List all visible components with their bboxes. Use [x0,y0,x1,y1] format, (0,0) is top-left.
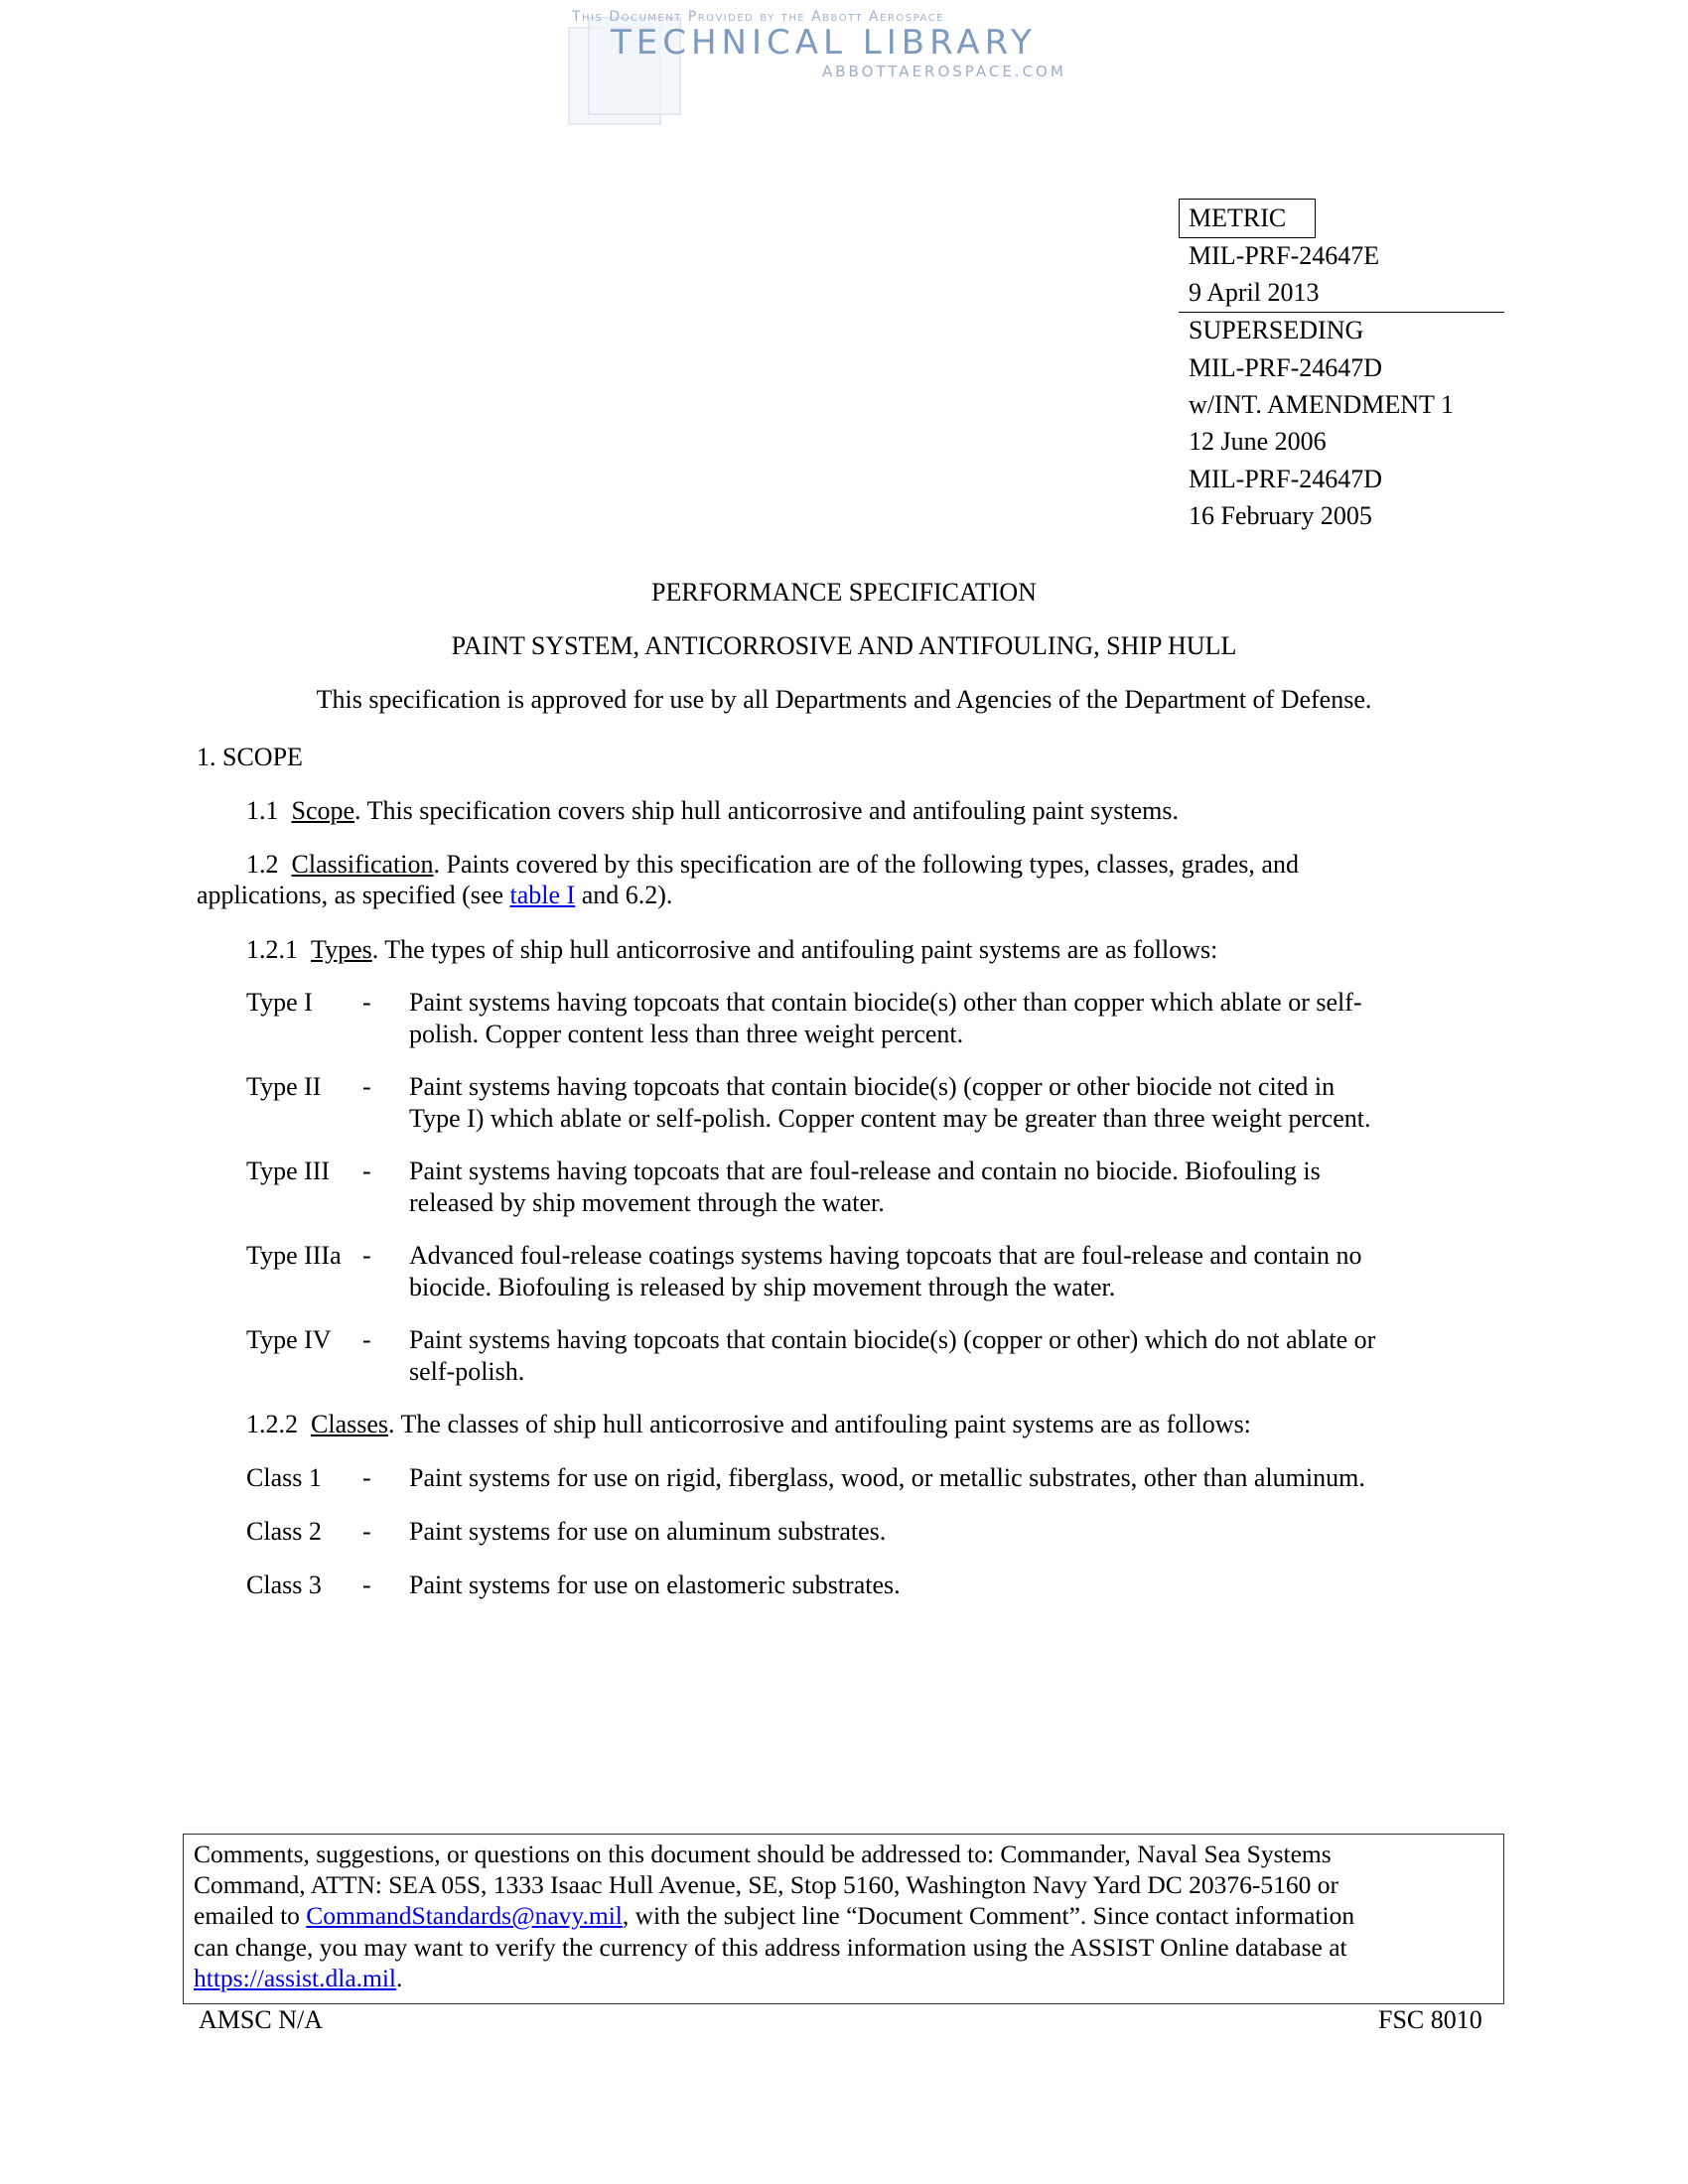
type-label: Type IIIa [246,1241,342,1270]
class-description: Paint systems for use on rigid, fiberglass, wood, or metallic substrates, other than aluminum. [409,1463,1365,1492]
footer-amsc: AMSC N/A [199,2005,323,2034]
assist-url-link[interactable]: https://assist.dla.mil [194,1964,397,1992]
approval-statement: This specification is approved for use by all Departments and Agencies of the Department of Defense. [316,685,1372,714]
paragraph-number: 1.2 [246,850,279,879]
class-dash: - [362,1517,371,1546]
abbott-aerospace-watermark [566,5,1082,114]
paragraph-1-1 [246,798,1179,824]
paragraph-number: 1.2.2 [246,1410,298,1438]
paragraph-text: . This specification covers ship hull anticorrosive and antifouling paint systems. [354,796,1179,825]
paragraph-1-2-line1 [246,852,1299,878]
class-label: Class 3 [246,1570,322,1599]
paragraph-title: Classes [311,1410,388,1438]
paragraph-text: . The classes of ship hull anticorrosive and antifouling paint systems are as follows: [388,1410,1251,1438]
watermark-url: ABBOTTAEROSPACE.COM [822,63,1066,80]
class-description: Paint systems for use on aluminum substrates. [409,1517,887,1546]
type-description: Advanced foul-release coatings systems having topcoats that are foul-release and contain no [409,1241,1362,1270]
comments-box [183,1834,1504,2004]
watermark-provided-by: This Document Provided by the Abbott Aerospace [572,9,944,25]
paragraph-text: applications, as specified (see [197,881,510,909]
comments-line: Comments, suggestions, or questions on this document should be addressed to: Commander, Naval Sea Systems [194,1840,1332,1868]
class-description: Paint systems for use on elastomeric substrates. [409,1570,901,1599]
comments-line: Command, ATTN: SEA 05S, 1333 Isaac Hull Avenue, SE, Stop 5160, Washington Navy Yard DC 20376-5160 or [194,1870,1338,1899]
superseded-amendment-date: 12 June 2006 [1189,427,1327,456]
type-description: Paint systems having topcoats that contain biocide(s) other than copper which ablate or self- [409,988,1362,1017]
watermark-title: TECHNICAL LIBRARY [611,23,1037,63]
type-label: Type I [246,988,313,1017]
type-description: biocide. Biofouling is released by ship movement through the water. [409,1273,1116,1301]
comments-text: . [396,1964,403,1992]
superseding-label: SUPERSEDING [1189,316,1364,344]
type-description: polish. Copper content less than three weight percent. [409,1020,964,1048]
type-description: Type I) which ablate or self-polish. Copper content may be greater than three weight percent. [409,1104,1371,1133]
type-description: Paint systems having topcoats that are foul-release and contain no biocide. Biofouling is [409,1157,1321,1185]
superseded-amendment: w/INT. AMENDMENT 1 [1189,390,1454,419]
paragraph-text: and 6.2). [575,881,673,909]
type-dash: - [362,1241,371,1270]
document-number: MIL-PRF-24647E [1189,241,1380,270]
comments-line [194,1966,402,1991]
superseded-doc: MIL-PRF-24647D [1189,353,1383,382]
comments-line [194,1903,1354,1929]
type-dash: - [362,1325,371,1354]
section-1-heading: 1. SCOPE [197,743,303,771]
comments-text: , with the subject line “Document Comment”. Since contact information [622,1901,1355,1930]
paragraph-title: Types [311,935,372,964]
class-label: Class 2 [246,1517,322,1546]
comments-text: emailed to [194,1901,307,1930]
paragraph-title: Classification [291,850,434,879]
paragraph-1-2-2 [246,1412,1251,1437]
superseded-doc-2-date: 16 February 2005 [1189,501,1372,530]
email-link[interactable]: CommandStandards@navy.mil [306,1901,623,1930]
paragraph-number: 1.1 [246,796,279,825]
type-description: Paint systems having topcoats that contain biocide(s) (copper or other) which do not ablate or [409,1325,1376,1354]
header-divider [1179,312,1504,313]
type-description: Paint systems having topcoats that contain biocide(s) (copper or other biocide not cited in [409,1072,1336,1101]
type-dash: - [362,1072,371,1101]
footer-fsc: FSC 8010 [1378,2005,1482,2034]
paragraph-1-2-1 [246,937,1217,963]
type-dash: - [362,1157,371,1185]
document-date: 9 April 2013 [1189,278,1320,307]
paragraph-text: . The types of ship hull anticorrosive and antifouling paint systems are as follows: [371,935,1218,964]
superseded-doc-2: MIL-PRF-24647D [1189,465,1383,493]
metric-label: METRIC [1189,204,1287,232]
type-description: self-polish. [409,1357,525,1386]
type-label: Type III [246,1157,331,1185]
paragraph-text: . Paints covered by this specification are of the following types, classes, grades, and [433,850,1299,879]
comments-line: can change, you may want to verify the currency of this address information using the ASSIST Online database at [194,1933,1347,1962]
spec-type-heading: PERFORMANCE SPECIFICATION [651,578,1037,607]
spec-title: PAINT SYSTEM, ANTICORROSIVE AND ANTIFOULING, SHIP HULL [451,631,1237,660]
type-label: Type IV [246,1325,332,1354]
type-label: Type II [246,1072,322,1101]
class-dash: - [362,1570,371,1599]
type-description: released by ship movement through the water. [409,1188,885,1217]
paragraph-number: 1.2.1 [246,935,298,964]
paragraph-1-2-line2 [197,883,672,908]
paragraph-title: Scope [291,796,355,825]
class-dash: - [362,1463,371,1492]
class-label: Class 1 [246,1463,322,1492]
table-i-link[interactable]: table I [509,881,576,909]
type-dash: - [362,988,371,1017]
